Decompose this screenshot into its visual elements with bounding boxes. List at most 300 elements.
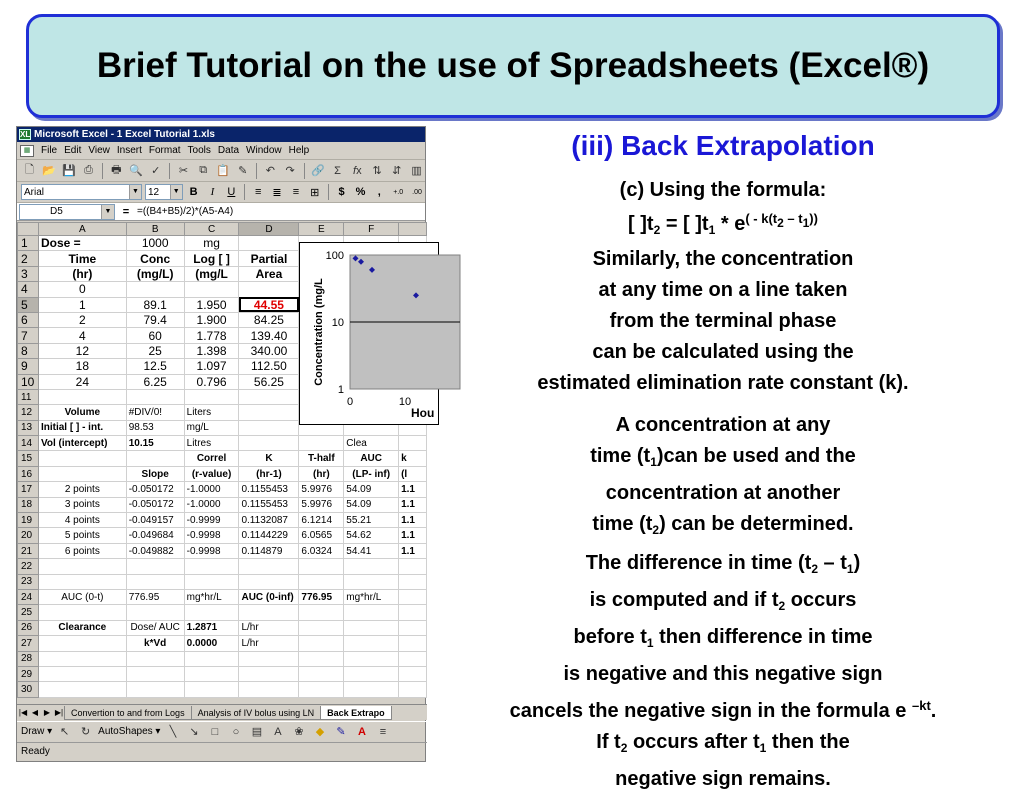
cell-d26[interactable]: L/hr	[239, 620, 299, 635]
row-header[interactable]: 2	[18, 251, 39, 266]
row-header[interactable]: 17	[18, 482, 39, 497]
cell-c17[interactable]: -1.0000	[184, 482, 239, 497]
italic-button[interactable]: I	[210, 186, 215, 198]
cell-d21[interactable]: 0.114879	[239, 543, 299, 558]
cell-b5[interactable]: 89.1	[126, 297, 184, 312]
bold-button[interactable]: B	[189, 186, 198, 198]
row-header[interactable]: 14	[18, 436, 39, 451]
cell-a2[interactable]: Time	[38, 251, 126, 266]
cell-e23[interactable]	[299, 574, 344, 589]
increase-decimal-icon[interactable]: +.0	[393, 188, 404, 196]
line-style-icon[interactable]: ≡	[379, 725, 387, 738]
cell-g20[interactable]: 1.1	[399, 528, 427, 543]
cell-e15[interactable]: T-half	[299, 451, 344, 466]
cell-f25[interactable]	[344, 605, 399, 620]
draw-menu[interactable]: Draw ▾	[21, 726, 53, 737]
cell-g19[interactable]: 1.1	[399, 513, 427, 528]
row-header[interactable]: 12	[18, 405, 39, 420]
row-header[interactable]: 23	[18, 574, 39, 589]
line-color-icon[interactable]: ✎	[336, 726, 346, 738]
cell-d2[interactable]: Partial	[239, 251, 299, 266]
cell-b23[interactable]	[126, 574, 184, 589]
cell-b12[interactable]: #DIV/0!	[126, 405, 184, 420]
table-row	[18, 605, 427, 620]
cell-c2[interactable]: Log [ ]	[184, 251, 239, 266]
cell-d13[interactable]	[239, 420, 299, 435]
spelling-icon[interactable]: ✓	[151, 165, 161, 177]
cell-f21[interactable]: 54.41	[344, 543, 399, 558]
cell-d9[interactable]: 112.50	[239, 359, 299, 374]
cell-c16[interactable]: (r-value)	[184, 466, 239, 481]
chart-wizard-icon[interactable]: ▥	[411, 165, 422, 177]
cell-e16[interactable]: (hr)	[299, 466, 344, 481]
paste-icon[interactable]: 📋	[216, 165, 230, 177]
cell-c6[interactable]: 1.900	[184, 312, 239, 327]
row-header[interactable]: 18	[18, 497, 39, 512]
cell-c19[interactable]: -0.9999	[184, 513, 239, 528]
cell-b9[interactable]: 12.5	[126, 359, 184, 374]
cell-e29[interactable]	[299, 666, 344, 681]
cell-f29[interactable]	[344, 666, 399, 681]
menu-insert[interactable]: Insert	[116, 145, 142, 156]
cell-b20[interactable]: -0.049684	[126, 528, 184, 543]
cell-g18[interactable]: 1.1	[399, 497, 427, 512]
cell-c3[interactable]: (mg/L	[184, 266, 239, 281]
menu-view[interactable]: View	[88, 145, 110, 156]
select-all-corner[interactable]	[18, 223, 39, 236]
text-line: negative sign remains.	[615, 768, 831, 790]
autoshapes-menu[interactable]: AutoShapes ▾	[98, 726, 161, 737]
cell-a5[interactable]: 1	[38, 297, 126, 312]
align-center-icon[interactable]: ≣	[272, 186, 282, 199]
cell-c9[interactable]: 1.097	[184, 359, 239, 374]
font-color-icon[interactable]: A	[357, 725, 366, 738]
cut-icon[interactable]: ✂	[178, 165, 189, 177]
chart-svg	[300, 243, 440, 426]
cell-a14[interactable]: Vol (intercept)	[38, 436, 126, 451]
cell-d10[interactable]: 56.25	[239, 374, 299, 389]
cell-c23[interactable]	[184, 574, 239, 589]
row-header[interactable]: 6	[18, 312, 39, 327]
column-header-g[interactable]	[399, 223, 427, 236]
cell-c11[interactable]	[184, 389, 239, 404]
row-header[interactable]: 27	[18, 636, 39, 651]
cell-b17[interactable]: -0.050172	[126, 482, 184, 497]
cell-d25[interactable]	[239, 605, 299, 620]
menu-edit[interactable]: Edit	[64, 145, 82, 156]
cell-g24[interactable]	[399, 589, 427, 604]
prev-sheet-icon[interactable]: ◀	[31, 708, 39, 717]
cell-a12[interactable]: Volume	[38, 405, 126, 420]
cell-c1[interactable]: mg	[184, 236, 239, 251]
autosum-icon[interactable]: Σ	[334, 164, 341, 177]
cell-g25[interactable]	[399, 605, 427, 620]
sort-ascending-icon[interactable]: ⇅	[372, 165, 382, 177]
font-size-select[interactable]	[145, 184, 183, 200]
cell-a23[interactable]	[38, 574, 126, 589]
cell-f28[interactable]	[344, 651, 399, 666]
cell-b8[interactable]: 25	[126, 343, 184, 358]
cell-b13[interactable]: 98.53	[126, 420, 184, 435]
row-header[interactable]: 22	[18, 559, 39, 574]
cell-e30[interactable]	[299, 682, 344, 697]
cell-a8[interactable]: 12	[38, 343, 126, 358]
comma-icon[interactable]: ,	[377, 186, 381, 198]
cell-f16[interactable]: (LP- inf)	[344, 466, 399, 481]
cell-d6[interactable]: 84.25	[239, 312, 299, 327]
cell-g17[interactable]: 1.1	[399, 482, 427, 497]
copy-icon[interactable]: ⧉	[199, 164, 208, 176]
formula-sub: 1	[708, 223, 716, 237]
cell-d18[interactable]: 0.1155453	[239, 497, 299, 512]
cell-f18[interactable]: 54.09	[344, 497, 399, 512]
cell-d7[interactable]: 139.40	[239, 328, 299, 343]
new-icon[interactable]: 🗋	[24, 164, 34, 176]
cell-e24[interactable]: 776.95	[299, 589, 344, 604]
column-header-e[interactable]: E	[299, 223, 344, 236]
next-sheet-icon[interactable]: ▶	[43, 708, 51, 717]
undo-icon[interactable]: ↶	[265, 165, 275, 177]
cell-d17[interactable]: 0.1155453	[239, 482, 299, 497]
toolbar-separator	[244, 184, 245, 200]
menu-tools[interactable]: Tools	[187, 145, 211, 156]
column-header-b[interactable]: B	[126, 223, 184, 236]
cell-a9[interactable]: 18	[38, 359, 126, 374]
paragraph-similarly	[430, 244, 1016, 399]
print-icon[interactable]: 🖶	[111, 164, 122, 176]
cell-g23[interactable]	[399, 574, 427, 589]
cell-b30[interactable]	[126, 682, 184, 697]
text-line: concentration at another	[605, 482, 841, 504]
column-header-c[interactable]: C	[184, 223, 239, 236]
menu-file[interactable]: File	[41, 145, 58, 156]
cell-c26[interactable]: 1.2871	[184, 620, 239, 635]
font-name-select[interactable]	[21, 184, 142, 200]
text-span: time (t	[590, 445, 651, 467]
open-icon[interactable]: 📂	[42, 165, 56, 177]
cell-b19[interactable]: -0.049157	[126, 513, 184, 528]
formatting-toolbar	[17, 182, 425, 203]
cell-f14[interactable]: Clea	[344, 436, 399, 451]
cell-c28[interactable]	[184, 651, 239, 666]
cell-a26[interactable]: Clearance	[38, 620, 126, 635]
cell-a29[interactable]	[38, 666, 126, 681]
cell-c18[interactable]: -1.0000	[184, 497, 239, 512]
format-painter-icon[interactable]: ✎	[238, 165, 248, 177]
cell-c14[interactable]: Litres	[184, 436, 239, 451]
sheet-tab-iv-bolus[interactable]: Analysis of IV bolus using LN	[191, 706, 322, 720]
cell-d22[interactable]	[239, 559, 299, 574]
cell-f22[interactable]	[344, 559, 399, 574]
cell-c21[interactable]: -0.9998	[184, 543, 239, 558]
row-header[interactable]: 30	[18, 682, 39, 697]
cell-a10[interactable]: 24	[38, 374, 126, 389]
cell-d14[interactable]	[239, 436, 299, 451]
cell-b29[interactable]	[126, 666, 184, 681]
cell-a1[interactable]: Dose =	[38, 236, 126, 251]
cell-b18[interactable]: -0.050172	[126, 497, 184, 512]
cell-f23[interactable]	[344, 574, 399, 589]
cell-e20[interactable]: 6.0565	[299, 528, 344, 543]
cell-a22[interactable]	[38, 559, 126, 574]
cell-d23[interactable]	[239, 574, 299, 589]
cell-b2[interactable]: Conc	[126, 251, 184, 266]
column-header-a[interactable]: A	[38, 223, 126, 236]
cell-a17[interactable]: 2 points	[38, 482, 126, 497]
merge-center-icon[interactable]: ⊞	[310, 186, 320, 199]
cell-f24[interactable]: mg*hr/L	[344, 589, 399, 604]
fill-color-icon[interactable]: ◆	[315, 726, 325, 738]
cell-g14[interactable]	[399, 436, 427, 451]
cell-a15[interactable]	[38, 451, 126, 466]
cell-b25[interactable]	[126, 605, 184, 620]
cell-c24[interactable]: mg*hr/L	[184, 589, 239, 604]
toolbar-separator	[328, 184, 329, 200]
cell-f19[interactable]: 55.21	[344, 513, 399, 528]
drawing-toolbar	[17, 721, 427, 741]
chevron-down-icon[interactable]: ▼	[170, 185, 182, 199]
first-sheet-icon[interactable]: |◀	[18, 708, 28, 717]
cell-b10[interactable]: 6.25	[126, 374, 184, 389]
cell-d16[interactable]: (hr-1)	[239, 466, 299, 481]
clipart-icon[interactable]: ❀	[294, 726, 304, 738]
row-header[interactable]: 19	[18, 513, 39, 528]
cell-b21[interactable]: -0.049882	[126, 543, 184, 558]
arrow-icon[interactable]: ↘	[189, 726, 199, 738]
row-header[interactable]: 29	[18, 666, 39, 681]
cell-d5[interactable]: 44.55	[239, 297, 299, 312]
formula-line	[430, 203, 1016, 246]
cell-e22[interactable]	[299, 559, 344, 574]
cell-f30[interactable]	[344, 682, 399, 697]
row-header[interactable]: 28	[18, 651, 39, 666]
currency-icon[interactable]: $	[338, 186, 345, 198]
toolbar-separator	[169, 163, 170, 179]
row-header[interactable]: 5	[18, 297, 39, 312]
cell-d8[interactable]: 340.00	[239, 343, 299, 358]
row-header[interactable]: 13	[18, 420, 39, 435]
cell-b4[interactable]	[126, 282, 184, 297]
sort-descending-icon[interactable]: ⇵	[392, 165, 402, 177]
row-header[interactable]: 9	[18, 359, 39, 374]
cell-b7[interactable]: 60	[126, 328, 184, 343]
row-header[interactable]: 10	[18, 374, 39, 389]
cell-a25[interactable]	[38, 605, 126, 620]
cell-e18[interactable]: 5.9976	[299, 497, 344, 512]
cell-c25[interactable]	[184, 605, 239, 620]
row-header[interactable]: 7	[18, 328, 39, 343]
paragraph-difference	[430, 548, 1016, 795]
sheet-tab-back-extrapolation[interactable]: Back Extrapo	[320, 706, 392, 720]
cell-a3[interactable]: (hr)	[38, 266, 126, 281]
rectangle-icon[interactable]: □	[211, 725, 219, 738]
toolbar-separator	[304, 163, 305, 179]
cell-f20[interactable]: 54.62	[344, 528, 399, 543]
text-span: time (t	[592, 513, 653, 535]
row-header[interactable]: 15	[18, 451, 39, 466]
cell-a11[interactable]	[38, 389, 126, 404]
cell-c15[interactable]: Correl	[184, 451, 239, 466]
row-header[interactable]: 16	[18, 466, 39, 481]
column-header-d[interactable]: D	[239, 223, 299, 236]
cell-e27[interactable]	[299, 636, 344, 651]
cell-c22[interactable]	[184, 559, 239, 574]
cell-d11[interactable]	[239, 389, 299, 404]
cell-g26[interactable]	[399, 620, 427, 635]
free-rotate-icon[interactable]: ↻	[81, 726, 91, 738]
row-header[interactable]: 1	[18, 236, 39, 251]
cell-b11[interactable]	[126, 389, 184, 404]
cell-b22[interactable]	[126, 559, 184, 574]
cell-a16[interactable]	[38, 466, 126, 481]
last-sheet-icon[interactable]: ▶|	[54, 708, 64, 717]
align-right-icon[interactable]: ≡	[292, 186, 300, 198]
cell-e26[interactable]	[299, 620, 344, 635]
cell-g15[interactable]: k	[399, 451, 427, 466]
text-sub: 1	[646, 636, 654, 650]
cell-c7[interactable]: 1.778	[184, 328, 239, 343]
cell-g16[interactable]: (l	[399, 466, 427, 481]
cell-f15[interactable]: AUC	[344, 451, 399, 466]
menu-format[interactable]: Format	[148, 145, 181, 156]
row-header[interactable]: 26	[18, 620, 39, 635]
cell-a7[interactable]: 4	[38, 328, 126, 343]
cell-g30[interactable]	[399, 682, 427, 697]
cell-d12[interactable]	[239, 405, 299, 420]
cell-d1[interactable]	[239, 236, 299, 251]
select-objects-icon[interactable]: ↖	[60, 726, 70, 738]
chevron-down-icon[interactable]: ▼	[101, 205, 114, 219]
cell-g28[interactable]	[399, 651, 427, 666]
line-icon[interactable]: ╲	[169, 726, 177, 738]
cell-c8[interactable]: 1.398	[184, 343, 239, 358]
cell-a19[interactable]: 4 points	[38, 513, 126, 528]
cell-b15[interactable]	[126, 451, 184, 466]
cell-b28[interactable]	[126, 651, 184, 666]
cell-c27[interactable]: 0.0000	[184, 636, 239, 651]
cell-b16[interactable]: Slope	[126, 466, 184, 481]
cell-e17[interactable]: 5.9976	[299, 482, 344, 497]
formula-input[interactable]: =((B4+B5)/2)*(A5-A4)	[137, 206, 234, 217]
cell-a13[interactable]: Initial [ ] - int.	[38, 420, 126, 435]
cell-c13[interactable]: mg/L	[184, 420, 239, 435]
cell-a4[interactable]: 0	[38, 282, 126, 297]
row-header[interactable]: 3	[18, 266, 39, 281]
menu-data[interactable]: Data	[217, 145, 240, 156]
cell-d15[interactable]: K	[239, 451, 299, 466]
cell-b26[interactable]: Dose/ AUC	[126, 620, 184, 635]
cell-f26[interactable]	[344, 620, 399, 635]
cell-a28[interactable]	[38, 651, 126, 666]
cell-c5[interactable]: 1.950	[184, 297, 239, 312]
cell-f27[interactable]	[344, 636, 399, 651]
sheet-tab-logs[interactable]: Convertion to and from Logs	[64, 706, 192, 720]
cell-c4[interactable]	[184, 282, 239, 297]
name-box[interactable]	[19, 204, 115, 220]
row-header[interactable]: 25	[18, 605, 39, 620]
hyperlink-icon[interactable]: 🔗	[311, 165, 325, 177]
percent-icon[interactable]: %	[355, 186, 366, 198]
row-header[interactable]: 20	[18, 528, 39, 543]
slide-title: Brief Tutorial on the use of Spreadsheets (Excel®)	[96, 46, 930, 85]
cell-b3[interactable]: (mg/L)	[126, 266, 184, 281]
oval-icon[interactable]: ○	[232, 725, 240, 738]
cell-e28[interactable]	[299, 651, 344, 666]
document-icon[interactable]: ▦	[20, 145, 34, 157]
cell-c29[interactable]	[184, 666, 239, 681]
cell-d30[interactable]	[239, 682, 299, 697]
cell-d29[interactable]	[239, 666, 299, 681]
cell-d28[interactable]	[239, 651, 299, 666]
cell-g27[interactable]	[399, 636, 427, 651]
row-header[interactable]: 24	[18, 589, 39, 604]
wordart-icon[interactable]: A	[274, 725, 282, 738]
cell-c20[interactable]: -0.9998	[184, 528, 239, 543]
cell-b6[interactable]: 79.4	[126, 312, 184, 327]
cell-d4[interactable]	[239, 282, 299, 297]
row-header[interactable]: 11	[18, 389, 39, 404]
cell-d27[interactable]: L/hr	[239, 636, 299, 651]
cell-e14[interactable]	[299, 436, 344, 451]
cell-a27[interactable]	[38, 636, 126, 651]
cell-f17[interactable]: 54.09	[344, 482, 399, 497]
cell-b27[interactable]: k*Vd	[126, 636, 184, 651]
cell-g29[interactable]	[399, 666, 427, 681]
row-header[interactable]: 4	[18, 282, 39, 297]
redo-icon[interactable]: ↷	[285, 165, 295, 177]
chevron-down-icon[interactable]: ▼	[129, 185, 141, 199]
cell-b14[interactable]: 10.15	[126, 436, 184, 451]
menu-window[interactable]: Window	[246, 145, 282, 156]
cell-a30[interactable]	[38, 682, 126, 697]
function-icon[interactable]: f x	[353, 164, 362, 177]
column-header-f[interactable]: F	[344, 223, 399, 236]
permission-icon[interactable]: ⎙	[84, 164, 93, 176]
cell-e25[interactable]	[299, 605, 344, 620]
cell-b24[interactable]: 776.95	[126, 589, 184, 604]
text-line: can be calculated using the	[592, 341, 854, 363]
save-icon[interactable]: 💾	[61, 165, 76, 177]
cell-a20[interactable]: 5 points	[38, 528, 126, 543]
cell-a18[interactable]: 3 points	[38, 497, 126, 512]
cell-a24[interactable]: AUC (0-t)	[38, 589, 126, 604]
decrease-decimal-icon[interactable]: .00	[412, 188, 422, 196]
cell-g21[interactable]: 1.1	[399, 543, 427, 558]
row-header[interactable]: 21	[18, 543, 39, 558]
cell-d3[interactable]: Area	[239, 266, 299, 281]
underline-button[interactable]: U	[227, 186, 236, 198]
align-left-icon[interactable]: ≡	[254, 186, 262, 198]
cell-a6[interactable]: 2	[38, 312, 126, 327]
row-header[interactable]: 8	[18, 343, 39, 358]
print-preview-icon[interactable]: 🔍	[129, 165, 143, 177]
font-name-value: Arial	[24, 186, 45, 198]
cell-b1[interactable]: 1000	[126, 236, 184, 251]
cell-c12[interactable]: Liters	[184, 405, 239, 420]
embedded-chart[interactable]	[299, 242, 439, 425]
cell-e19[interactable]: 6.1214	[299, 513, 344, 528]
cell-e21[interactable]: 6.0324	[299, 543, 344, 558]
cell-d19[interactable]: 0.1132087	[239, 513, 299, 528]
cell-a21[interactable]: 6 points	[38, 543, 126, 558]
cell-c30[interactable]	[184, 682, 239, 697]
cell-d20[interactable]: 0.1144229	[239, 528, 299, 543]
menu-help[interactable]: Help	[288, 145, 310, 156]
cell-c10[interactable]: 0.796	[184, 374, 239, 389]
cell-d24[interactable]: AUC (0-inf)	[239, 589, 299, 604]
cell-g22[interactable]	[399, 559, 427, 574]
textbox-icon[interactable]: ▤	[251, 726, 263, 738]
